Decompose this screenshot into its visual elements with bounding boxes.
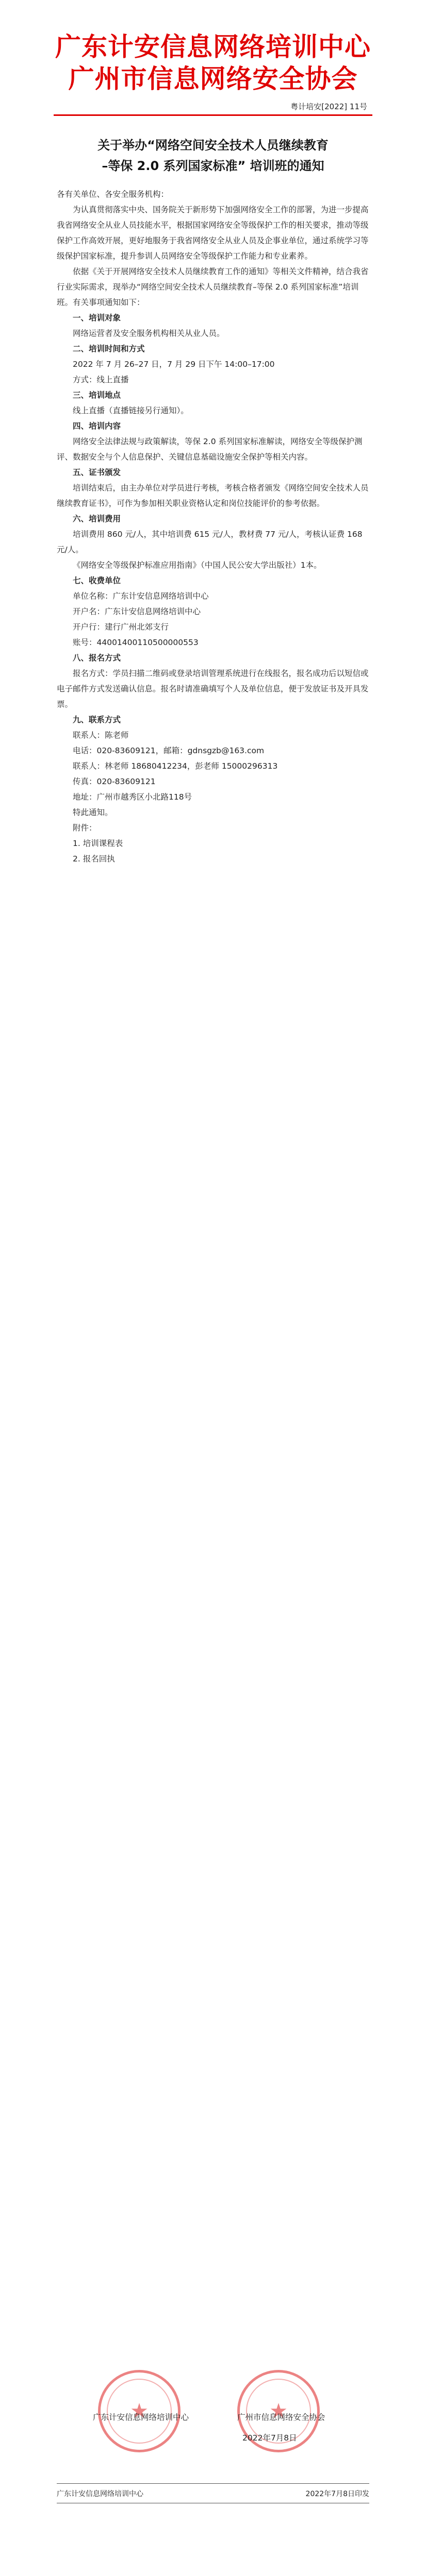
attachment-list: 附件：	[73, 823, 97, 833]
footer-divider	[57, 2483, 369, 2484]
closing: 特此通知。	[73, 808, 113, 817]
section-heading: 三、培训地点	[73, 391, 121, 400]
account-number: 账号：44001400110500000553	[73, 638, 199, 647]
account-name: 开户名：广东计安信息网络培训中心	[73, 607, 201, 616]
signature-org2: 广州市信息网络安全协会	[237, 2413, 325, 2422]
body-text: 各有关单位、各安全服务机构： 为认真贯彻落实中央、国务院关于新形势下加强网络安全工作的部署，为进一步提高我省网络安全从业人员技能水平，根据国家网络安全等级保护工作的相关要求，推动等级保护工作高效开展，更好地服务于我省网络安全从业人员及企事业单位，通过系统学习等级保护国家标准，提升参训人员网络安全等级保护工作能力和专业素养。 依据《关于开展网络安全技术人员继续教育工作的通知》等相关文件精神，结合我省行业实际需求，现举办“网络空间安全技术人员继续教育–等保 2.0 系列国家标准”培训班。有关事项通知如下： 一、培训对象 网络运营者及安全服务机构相关从业人员。 二、培训时间和方式 2022 年 7 月 26–27 日，7 月 29 日下午 14:00–17:00 方式：线上直播 三、培训地点 线上直播（直播链接另行通知）。 四、培训内容 网络安全法律法规与政策解读，等保 2.0 系列国家标准解读，网络安全等级保护测评、数据安全与个人信息保护、关键信息基础设施安全保护等相关内容。 五、证书颁发 培训结束后，由主办单位对学员进行考核，考核合格者颁发《网络空间安全技术人员继续教育证书》，可作为参加相关职业资格认定和岗位技能评价的参考依据。 六、培训费用 培训费用 860 元/人，其中培训费 615 元/人，教材费 77 元/人，考核认证费 168 元/人。 《网络安全等级保护标准应用指南》（中国人民公安大学出版社）1本。 七、收费单位 单位名称：广东计安信息网络培训中心 开户名：广东计安信息网络培训中心 开户行：建行广州北郊支行 账号：44001400110500000553 八、报名方式 报名方式：学员扫描二维码或登录培训管理系统进行在线报名，报名成功后以短信或电子邮件方式发送确认信息。报名时请准确填写个人及单位信息，便于发放证书及开具发票。 九、联系方式 联系人：陈老师 电话：020-83609121，邮箱：gdnsgzb@163.com 联系人：林老师 18680412234，彭老师 15000296313 传真：020-83609121 地址：广州市越秀区小北路118号 特此通知。 附件： 1. 培训课程表 2. 报名回执	[57, 187, 369, 867]
section-heading: 五、证书颁发	[73, 468, 121, 477]
bank-name: 开户行：建行广州北郊支行	[73, 622, 169, 632]
intro-paragraph: 为认真贯彻落实中央、国务院关于新形势下加强网络安全工作的部署，为进一步提高我省网络安全从业人员技能水平，根据国家网络安全等级保护工作的相关要求，推动等级保护工作高效开展，更好地服务于我省网络安全从业人员及企事业单位，通过系统学习等级保护国家标准，提升参训人员网络安全等级保护工作能力和专业素养。	[57, 205, 369, 261]
section-heading: 八、报名方式	[73, 653, 121, 663]
section-heading: 九、联系方式	[73, 715, 121, 724]
header-org2: 广州市信息网络安全协会	[68, 63, 358, 94]
section-heading: 一、培训对象	[73, 313, 121, 323]
footer-cc: 广东计安信息网络培训中心	[57, 2490, 143, 2498]
header-divider	[54, 114, 372, 116]
section-heading: 四、培训内容	[73, 421, 121, 431]
doc-number: 粤计培安[2022] 11号	[290, 102, 367, 111]
footer-date: 2022年7月8日印发	[305, 2490, 369, 2498]
footer	[57, 2488, 369, 2499]
intro-paragraph: 依据《关于开展网络安全技术人员继续教育工作的通知》等相关文件精神，结合我省行业实际需求，现举办“网络空间安全技术人员继续教育–等保 2.0 系列国家标准”培训班。有关事项通知如下：	[57, 267, 369, 307]
section-heading: 二、培训时间和方式	[73, 344, 145, 353]
signature-org1: 广东计安信息网络培训中心	[93, 2413, 189, 2422]
section-heading: 七、收费单位	[73, 576, 121, 585]
salutation: 各有关单位、各安全服务机构：	[57, 190, 169, 199]
section-heading: 六、培训费用	[73, 514, 121, 523]
signature-date: 2022年7月8日	[242, 2433, 297, 2443]
header-org1: 广东计安信息网络培训中心	[55, 31, 371, 62]
document-title: 关于举办“网络空间安全技术人员继续教育 –等保 2.0 系列国家标准” 培训班的通知	[97, 138, 329, 173]
